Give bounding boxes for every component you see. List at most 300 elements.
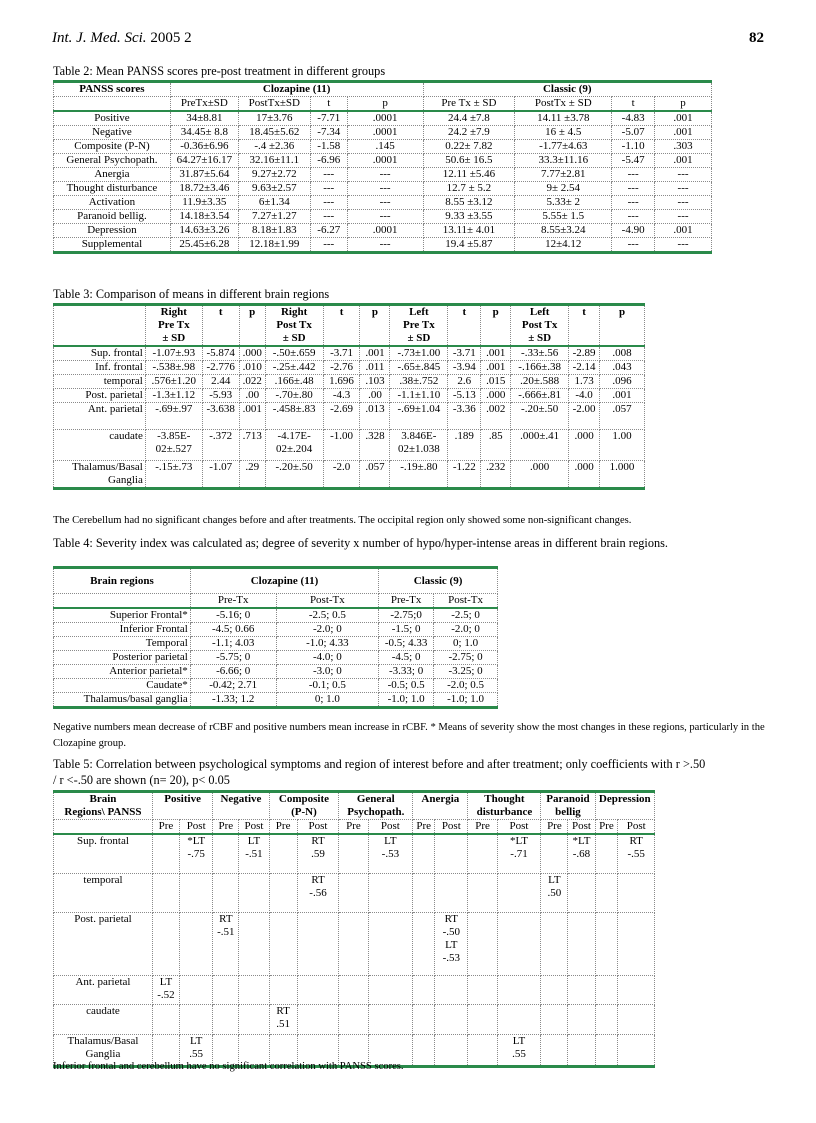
table3-cell-line: .057 — [365, 461, 385, 473]
table3-cell — [145, 403, 202, 430]
table3-cell-line: -1.3±1.12 — [152, 389, 196, 401]
table3-cell-line: 02±.527 — [155, 443, 192, 455]
table2-cell: 18.45±5.62 — [238, 126, 310, 140]
table5-caption-line1: Table 5: Correlation between psychological symptoms and region of interest before and after treatment; only coefficients with r >.50 — [53, 757, 706, 771]
table3-cell — [360, 361, 390, 375]
table2-group-classic: Classic (9) — [423, 82, 712, 97]
table5-cell — [152, 834, 179, 874]
table2-cell: 24.4 ±7.8 — [423, 111, 515, 126]
table4-row-label: Superior Frontal* — [54, 608, 191, 623]
table3-cell — [569, 361, 600, 375]
table3-row-label — [54, 389, 146, 403]
table3-cell-line: 1.696 — [329, 375, 354, 387]
table5-subheader: Pre — [468, 820, 497, 835]
table3-cell — [239, 430, 265, 461]
table2-cell: --- — [655, 196, 712, 210]
table4-cell: -1.33; 1.2 — [190, 693, 276, 708]
table2-cell: 5.33± 2 — [515, 196, 612, 210]
table-row — [54, 679, 498, 693]
table3-column-header-line: ± SD — [528, 332, 552, 344]
table3-cell-line: -3.71 — [330, 347, 353, 359]
table3-row-label-line: Post. parietal — [85, 389, 143, 401]
table3-cell — [323, 430, 360, 461]
table3-cell-line: 2.44 — [211, 375, 231, 387]
table5-cell-line: -.75 — [187, 848, 205, 860]
table3-cell — [511, 403, 569, 430]
table3-row-label — [54, 403, 146, 430]
table3-cell-line: .000 — [486, 389, 506, 401]
table3-cell — [360, 461, 390, 489]
table5-cell-line: -.53 — [381, 848, 400, 860]
table3-cell — [448, 430, 481, 461]
table4-cell: -3.0; 0 — [276, 665, 379, 679]
table5-cell — [297, 1005, 339, 1035]
table5-cell — [497, 913, 541, 976]
table2-cell: --- — [347, 182, 423, 196]
table2-cell: -1.58 — [310, 140, 347, 154]
table3-column-header — [239, 305, 265, 347]
table5-subheader: Post — [497, 820, 541, 835]
table5-cell-line: -.53 — [442, 952, 461, 964]
table5-subheader-blank — [54, 820, 153, 835]
table-row — [54, 874, 655, 913]
table5-cell — [618, 874, 655, 913]
table2-cell: .0001 — [347, 126, 423, 140]
table3-column-header — [390, 305, 448, 347]
table3-cell — [600, 389, 645, 403]
table-row — [54, 623, 498, 637]
table5-cell-line: -.52 — [157, 989, 175, 1001]
table3-cell — [390, 461, 448, 489]
table5-group-header-line: (P-N) — [291, 806, 317, 818]
table5-cell — [239, 976, 269, 1005]
table3-cell-line: .000±.41 — [520, 430, 560, 442]
table4-cell: -2.0; 0.5 — [434, 679, 498, 693]
table5-cell — [435, 874, 468, 913]
table4-row-label: Inferior Frontal — [54, 623, 191, 637]
table3-cell-line: .85 — [488, 430, 503, 442]
table5-row-label-line: caudate — [86, 1005, 120, 1017]
table3-cell — [145, 346, 202, 361]
table3-column-header — [202, 305, 239, 347]
table5-cell — [213, 834, 239, 874]
table5-cell — [239, 834, 269, 874]
table3-column-header-line: t — [462, 306, 467, 318]
table3-cell-line: .576±1.20 — [151, 375, 197, 387]
table5-cell — [213, 1005, 239, 1035]
table4-cell: -3.25; 0 — [434, 665, 498, 679]
table3-row-label-line: Ganglia — [108, 474, 143, 486]
table3-column-header-line: p — [371, 306, 379, 318]
table5-group-header — [595, 792, 654, 820]
table3-cell-line: .011 — [365, 361, 385, 373]
table2-cell: 34.45± 8.8 — [170, 126, 238, 140]
table2-cell: 9.27±2.72 — [238, 168, 310, 182]
table3-column-header-line: Left — [409, 306, 429, 318]
table2-row-label: General Psychopath. — [54, 154, 171, 168]
table2-subheader: p — [655, 97, 712, 112]
table2-cell: --- — [347, 196, 423, 210]
table3-column-header — [569, 305, 600, 347]
table5-row-label — [54, 1005, 153, 1035]
table4-cell: -1.1; 4.03 — [190, 637, 276, 651]
table3-column-header-line: Right — [280, 306, 308, 318]
table5-cell-line: LT — [247, 835, 261, 847]
table5-group-header-line: Depression — [598, 793, 651, 805]
table3-cell-line: -.166±.38 — [518, 361, 561, 373]
table3-cell-line: -1.07±.93 — [152, 347, 196, 359]
table2-cell: -7.34 — [310, 126, 347, 140]
table2-cell: --- — [347, 238, 423, 253]
table2-cell: 0.22± 7.82 — [423, 140, 515, 154]
table5-group-header — [269, 792, 339, 820]
table5-row-label-line: Ant. parietal — [75, 976, 131, 988]
table4-row-label: Posterior parietal — [54, 651, 191, 665]
table5-cell-line: *LT — [572, 835, 591, 847]
table3-cell-line: -.50±.659 — [272, 347, 316, 359]
table3-row-label-line: Inf. frontal — [95, 361, 143, 373]
table5-cell — [618, 1005, 655, 1035]
table5-cell — [435, 834, 468, 874]
table5-subheader: Post — [568, 820, 595, 835]
table4-footnote: Negative numbers mean decrease of rCBF and positive numbers mean increase in rCBF. * Means of severity show the most changes in these regions, particularly in the Clozapine group. — [53, 722, 765, 749]
table2-cell: 14.18±3.54 — [170, 210, 238, 224]
table5-cell — [269, 1005, 297, 1035]
journal-year-volume: 2005 2 — [150, 30, 192, 46]
table3-cell — [323, 461, 360, 489]
table3-cell — [481, 361, 511, 375]
table5-row-label-line: Thalamus/Basal — [67, 1035, 139, 1047]
table5-group-header-line: bellig — [555, 806, 581, 818]
table2-cell: 8.55±3.24 — [515, 224, 612, 238]
table3-column-header — [511, 305, 569, 347]
table5-cell — [368, 834, 413, 874]
table3-cell — [569, 389, 600, 403]
table5-cell — [468, 1005, 497, 1035]
table2-row-label: Supplemental — [54, 238, 171, 253]
table3-brain-regions — [53, 303, 645, 490]
table5-cell — [180, 834, 213, 874]
table5-cell — [152, 913, 179, 976]
table3-column-header-line: Pre Tx — [157, 319, 190, 331]
table3-cell-line: .022 — [242, 375, 262, 387]
table-row — [54, 403, 645, 430]
table2-cell: -4.90 — [612, 224, 655, 238]
table5-cell — [413, 874, 435, 913]
table5-group-header-line: Anergia — [421, 793, 460, 805]
table5-row-label-line: Sup. frontal — [76, 835, 129, 847]
table2-subheader: p — [347, 97, 423, 112]
table5-cell — [180, 913, 213, 976]
table2-cell: 12.18±1.99 — [238, 238, 310, 253]
table2-subheader: PostTx ± SD — [515, 97, 612, 112]
table5-subheader: Pre — [152, 820, 179, 835]
table5-cell — [297, 874, 339, 913]
table3-cell — [360, 389, 390, 403]
table5-cell-line: -.55 — [627, 848, 645, 860]
table2-cell: .145 — [347, 140, 423, 154]
table3-row-label-line: Sup. frontal — [90, 347, 143, 359]
table5-footnote: Inferior frontal and cerebellum have no significant correlation with PANSS scores. — [53, 1061, 404, 1072]
table3-cell — [265, 403, 323, 430]
table2-cell: -.4 ±2.36 — [238, 140, 310, 154]
table5-cell — [297, 913, 339, 976]
table5-cell-line: RT — [311, 835, 325, 847]
table5-group-header-line: Thought — [484, 793, 525, 805]
table2-row-label: Anergia — [54, 168, 171, 182]
table2-cell: 50.6± 16.5 — [423, 154, 515, 168]
table2-cell: 9.33 ±3.55 — [423, 210, 515, 224]
table2-cell: --- — [655, 182, 712, 196]
table4-cell: -0.42; 2.71 — [190, 679, 276, 693]
table2-cell: 19.4 ±5.87 — [423, 238, 515, 253]
table3-cell — [202, 403, 239, 430]
table2-panss-scores — [53, 80, 712, 254]
table2-cell: 16 ± 4.5 — [515, 126, 612, 140]
table-row — [54, 346, 645, 361]
table5-cell — [435, 1005, 468, 1035]
table3-cell-line: -3.36 — [452, 403, 476, 415]
table5-cell — [339, 913, 368, 976]
table3-cell — [145, 430, 202, 461]
table4-cell: -2.0; 0 — [434, 623, 498, 637]
table5-cell — [269, 834, 297, 874]
table5-row-label-line: Ganglia — [85, 1048, 121, 1060]
table3-cell-line: .002 — [486, 403, 506, 415]
table3-column-header-line: Left — [529, 306, 550, 318]
table3-cell-line: .008 — [612, 347, 632, 359]
table5-cell-line: LT — [159, 976, 173, 988]
table2-cell: -1.77±4.63 — [515, 140, 612, 154]
table3-cell — [323, 389, 360, 403]
table3-column-header-line: ± SD — [407, 332, 431, 344]
table3-cell-line: -5.93 — [209, 389, 233, 401]
table3-cell-line: -1.07 — [209, 461, 233, 473]
table3-cell-line: 3.846E- — [401, 430, 437, 442]
table2-cell: --- — [612, 168, 655, 182]
table5-cell — [180, 1005, 213, 1035]
table5-cell — [152, 976, 179, 1005]
table3-cell-line: -3.85E- — [157, 430, 191, 442]
table3-column-header-line: t — [582, 306, 586, 318]
table5-cell — [497, 1005, 541, 1035]
table3-cell — [239, 361, 265, 375]
table2-cell: 7.77±2.81 — [515, 168, 612, 182]
table3-cell — [239, 346, 265, 361]
table5-subheader: Pre — [595, 820, 618, 835]
table4-cell: -2.75;0 — [379, 608, 434, 623]
table2-cell: --- — [612, 210, 655, 224]
table3-cell-line: .00 — [245, 389, 260, 401]
table3-row-label — [54, 346, 146, 361]
table3-cell-line: .103 — [365, 375, 385, 387]
table2-row-label: Paranoid bellig. — [54, 210, 171, 224]
table3-cell — [265, 361, 323, 375]
table3-cell — [481, 346, 511, 361]
table2-cell: --- — [310, 168, 347, 182]
table3-cell — [390, 375, 448, 389]
table3-cell — [265, 461, 323, 489]
table5-header-region-line: Regions\ PANSS — [64, 806, 142, 818]
table3-row-label-line: Ant. parietal — [87, 403, 143, 415]
table3-cell-line: 2.6 — [457, 375, 472, 387]
table3-cell-line: .001 — [242, 403, 262, 415]
table3-cell-line: -.372 — [209, 430, 233, 442]
table3-cell — [390, 430, 448, 461]
table3-cell-line: .000 — [530, 461, 550, 473]
table5-group-header — [152, 792, 212, 820]
table2-cell: 18.72±3.46 — [170, 182, 238, 196]
table-row — [54, 913, 655, 976]
table-row — [54, 154, 712, 168]
table3-cell — [511, 430, 569, 461]
table5-cell-line: -.50 — [442, 926, 461, 938]
table5-cell — [435, 913, 468, 976]
table5-cell — [239, 913, 269, 976]
table2-cell: --- — [655, 168, 712, 182]
table2-cell: --- — [612, 238, 655, 253]
table4-cell: -2.5; 0 — [434, 608, 498, 623]
table-row — [54, 665, 498, 679]
table5-cell-line: -.71 — [510, 848, 528, 860]
table5-header-region-line: Brain — [89, 793, 117, 805]
table4-cell: -0.1; 0.5 — [276, 679, 379, 693]
table3-cell — [448, 461, 481, 489]
table3-cell — [448, 346, 481, 361]
table5-cell — [213, 976, 239, 1005]
running-header — [52, 30, 192, 47]
table3-cell — [569, 461, 600, 489]
table3-cell-line: -2.89 — [572, 347, 596, 359]
table2-subheader: t — [612, 97, 655, 112]
table2-caption: Table 2: Mean PANSS scores pre-post treatment in different groups — [53, 64, 386, 78]
table3-caption: Table 3: Comparison of means in different brain regions — [53, 287, 330, 301]
table4-cell: -1.0; 4.33 — [276, 637, 379, 651]
table2-cell: --- — [310, 196, 347, 210]
table5-cell — [618, 976, 655, 1005]
table2-row-label: Composite (P-N) — [54, 140, 171, 154]
table5-cell-line: .50 — [547, 887, 562, 899]
table5-group-header — [468, 792, 541, 820]
table3-cell-line: .001 — [612, 389, 632, 401]
table5-cell-line: LT — [512, 1035, 526, 1047]
table5-subheader: Pre — [541, 820, 568, 835]
table3-cell-line: .000 — [242, 347, 262, 359]
table5-group-header-line: Composite — [278, 793, 330, 805]
table-row — [54, 361, 645, 375]
table3-cell-line: 1.00 — [612, 430, 632, 442]
table5-correlations — [53, 790, 655, 1068]
table5-cell — [297, 976, 339, 1005]
table2-cell: 12.11 ±5.46 — [423, 168, 515, 182]
table2-cell: -7.71 — [310, 111, 347, 126]
table3-cell — [145, 375, 202, 389]
table3-column-header-line: ± SD — [162, 332, 186, 344]
table-row — [54, 430, 645, 461]
table5-cell-line: LT — [384, 835, 397, 847]
table3-column-header — [600, 305, 645, 347]
table5-group-header-line: Positive — [164, 793, 201, 805]
table3-cell — [202, 375, 239, 389]
table5-cell — [152, 1005, 179, 1035]
table-row — [54, 210, 712, 224]
table2-cell: -6.96 — [310, 154, 347, 168]
table5-cell — [541, 1005, 568, 1035]
table2-cell: .0001 — [347, 224, 423, 238]
table5-subheader: Pre — [413, 820, 435, 835]
table5-group-header-line: Negative — [220, 793, 262, 805]
table5-subheader: Post — [435, 820, 468, 835]
table-row — [54, 238, 712, 253]
table4-cell: -1.0; 1.0 — [434, 693, 498, 708]
table3-cell-line: .000 — [574, 461, 594, 473]
table3-cell — [323, 346, 360, 361]
table3-cell-line: -.15±.73 — [155, 461, 193, 473]
table3-column-header-line: Post Tx — [276, 319, 312, 331]
table3-cell-line: .328 — [365, 430, 385, 442]
table4-cell: 0; 1.0 — [434, 637, 498, 651]
table5-cell-line: RT — [629, 835, 643, 847]
table-row — [54, 126, 712, 140]
table3-row-label-line: Thalamus/Basal — [71, 461, 143, 473]
table5-cell — [568, 976, 595, 1005]
table3-cell — [448, 361, 481, 375]
table3-column-header-line: t — [218, 306, 223, 318]
table3-cell — [481, 389, 511, 403]
table2-col-header-panss: PANSS scores — [54, 82, 171, 97]
table3-cell-line: .010 — [242, 361, 262, 373]
table2-cell: 7.27±1.27 — [238, 210, 310, 224]
table5-cell — [468, 874, 497, 913]
table5-cell — [413, 1005, 435, 1035]
table5-cell — [618, 834, 655, 874]
table2-cell: --- — [347, 168, 423, 182]
table5-cell — [297, 834, 339, 874]
table3-cell-line: 1.73 — [574, 375, 594, 387]
table2-cell: 5.55± 1.5 — [515, 210, 612, 224]
table-row — [54, 168, 712, 182]
table5-subheader: Post — [180, 820, 213, 835]
table3-cell — [239, 403, 265, 430]
table3-column-header — [481, 305, 511, 347]
table3-cell-line: -4.3 — [332, 389, 351, 401]
table3-cell-line: -.20±.50 — [275, 461, 313, 473]
page-number: 82 — [749, 30, 764, 46]
table3-cell — [481, 375, 511, 389]
table5-cell — [339, 874, 368, 913]
table4-cell: -5.75; 0 — [190, 651, 276, 665]
table3-cell-line: .015 — [486, 375, 506, 387]
table3-cell-line: -4.0 — [575, 389, 593, 401]
table4-cell: -2.0; 0 — [276, 623, 379, 637]
table3-cell-line: -.70±.80 — [275, 389, 313, 401]
table3-cell — [448, 389, 481, 403]
table3-column-header-line: ± SD — [282, 332, 306, 344]
table5-group-header-line: General — [356, 793, 395, 805]
table3-column-header-line: Post Tx — [521, 319, 558, 331]
table3-cell — [569, 430, 600, 461]
table2-cell: --- — [310, 238, 347, 253]
table2-cell: 9.63±2.57 — [238, 182, 310, 196]
table3-row-label-line: caudate — [109, 430, 143, 442]
table-row — [54, 693, 498, 708]
table2-cell: 6±1.34 — [238, 196, 310, 210]
table5-cell-line: RT — [219, 913, 233, 925]
table3-cell — [265, 346, 323, 361]
table3-cell — [323, 361, 360, 375]
table3-cell-line: -.25±.442 — [272, 361, 316, 373]
table3-cell — [511, 375, 569, 389]
